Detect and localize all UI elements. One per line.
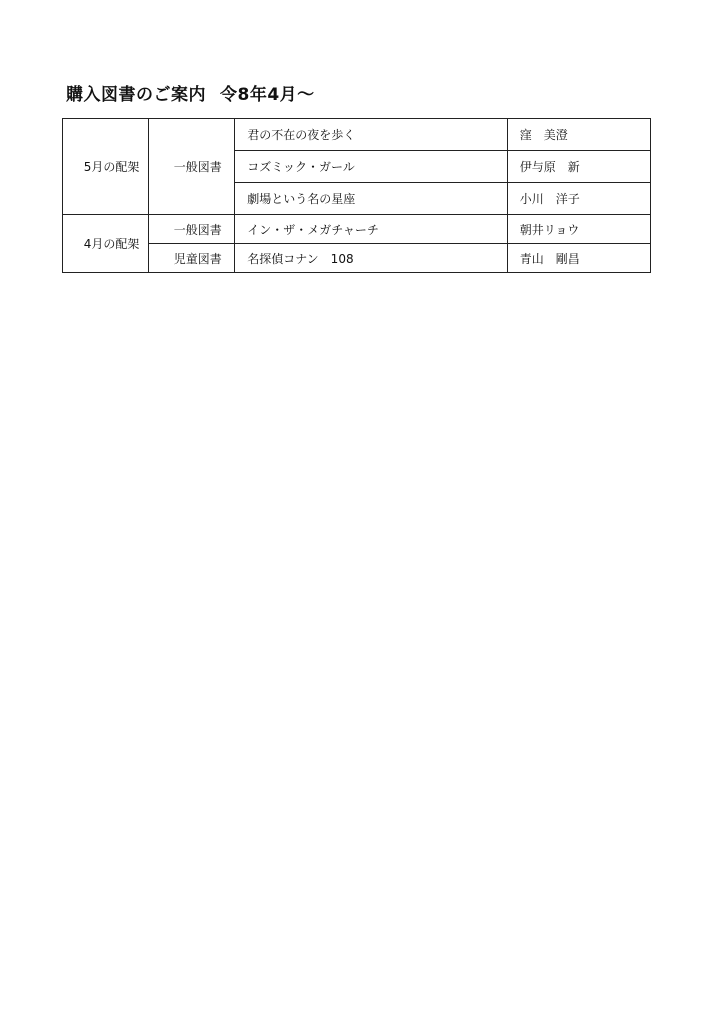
author-cell: 青山 剛昌 bbox=[507, 244, 650, 273]
table-row bbox=[63, 119, 651, 151]
category-cell: 一般図書 bbox=[149, 215, 235, 244]
table-row bbox=[63, 215, 651, 244]
page-title-period: 令8年4月～ bbox=[220, 85, 315, 105]
book-title-cell: イン・ザ・メガチャーチ bbox=[235, 215, 507, 244]
book-title-cell: コズミック・ガール bbox=[235, 151, 507, 183]
month-cell: 5月の配架 bbox=[63, 119, 149, 215]
author-cell: 朝井リョウ bbox=[507, 215, 650, 244]
author-cell: 伊与原 新 bbox=[507, 151, 650, 183]
page-title-text: 購入図書のご案内 bbox=[66, 85, 206, 105]
month-cell: 4月の配架 bbox=[63, 215, 149, 273]
category-cell: 児童図書 bbox=[149, 244, 235, 273]
category-cell: 一般図書 bbox=[149, 119, 235, 215]
table-row bbox=[63, 244, 651, 273]
book-table bbox=[62, 118, 651, 273]
page-title bbox=[66, 80, 315, 105]
book-title-cell: 劇場という名の星座 bbox=[235, 183, 507, 215]
author-cell: 窪 美澄 bbox=[507, 119, 650, 151]
book-title-cell: 君の不在の夜を歩く bbox=[235, 119, 507, 151]
author-cell: 小川 洋子 bbox=[507, 183, 650, 215]
book-title-cell: 名探偵コナン 108 bbox=[235, 244, 507, 273]
